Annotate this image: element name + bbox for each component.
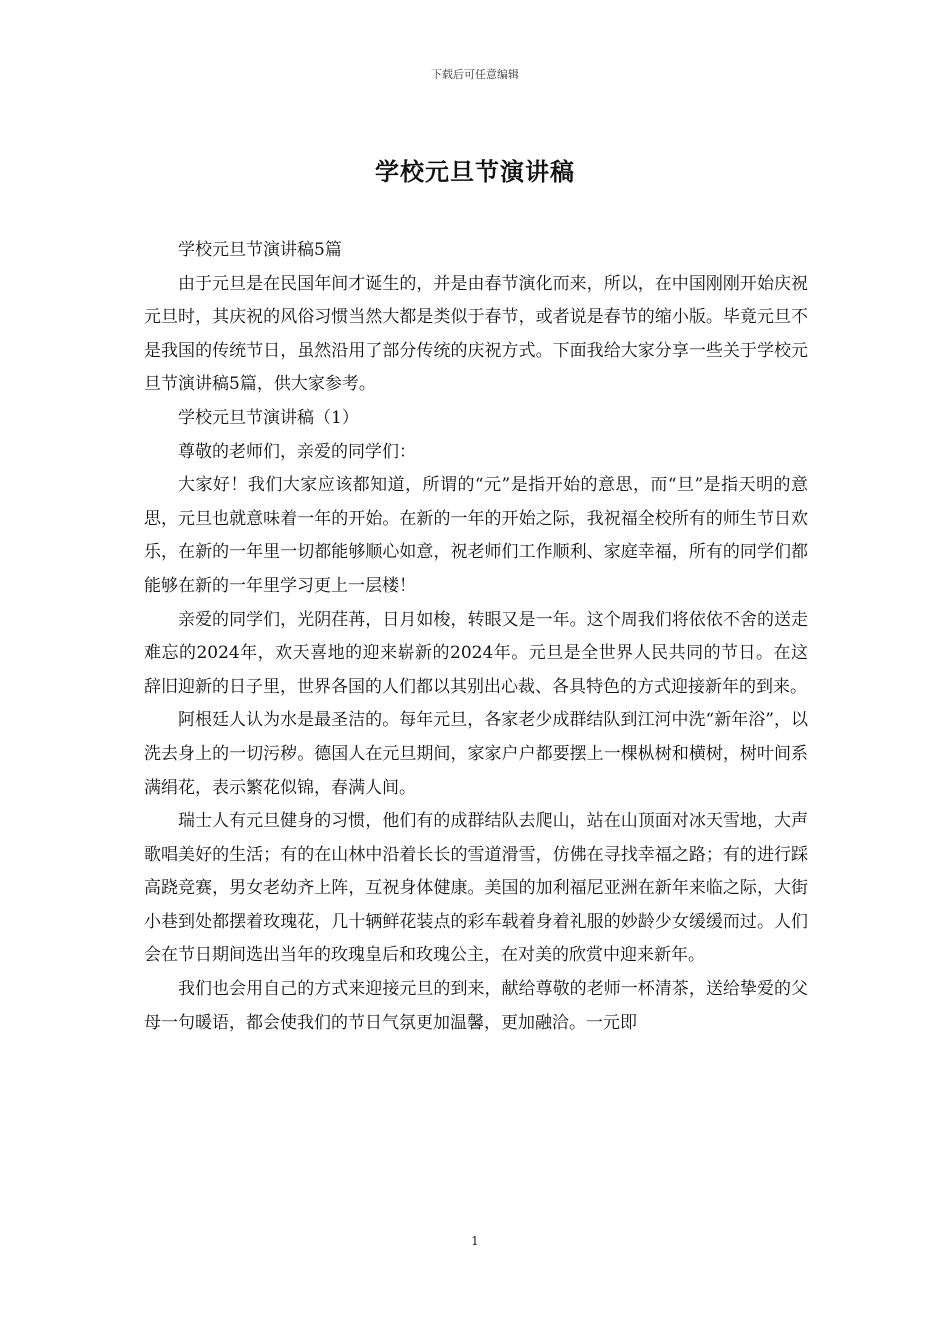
paragraph: 阿根廷人认为水是最圣洁的。每年元旦，各家老少成群结队到江河中洗“新年浴”，以洗去身上的一切污秽。德国人在元旦期间，家家户户都要摆上一棵枞树和横树，树叶间系满绢花，表示繁花似锦，春满人间。: [144, 710, 808, 798]
paragraph-subtitle: 学校元旦节演讲稿5篇: [178, 240, 342, 260]
paragraph-section-heading: 学校元旦节演讲稿（1）: [178, 407, 359, 428]
document-title: 学校元旦节演讲稿: [375, 157, 575, 186]
paragraph: 瑞士人有元旦健身的习惯，他们有的成群结队去爬山，站在山顶面对冰天雪地，大声歌唱美好的生活；有的在山林中沿着长长的雪道滑雪，仿佛在寻找幸福之路；有的进行踩高跷竞赛，男女老幼齐上阵，互祝身体健康。美国的加利福尼亚洲在新年来临之际，大街小巷到处都摆着玫瑰花，几十辆鲜花装点的彩车载着身着礼服的妙龄少女缓缓而过。人们会在节日期间选出当年的玫瑰皇后和玫瑰公主，在对美的欣赏中迎来新年。: [144, 811, 808, 966]
header-note: 下载后可任意编辑: [431, 68, 519, 81]
paragraph: 我们也会用自己的方式来迎接元旦的到来，献给尊敬的老师一杯清茶，送给挚爱的父母一句暖语，都会使我们的节日气氛更加温馨，更加融洽。一元即: [144, 979, 808, 1033]
document-body: [144, 234, 808, 1040]
paragraph-salutation: 尊敬的老师们，亲爱的同学们：: [178, 441, 416, 462]
paragraph: 大家好！我们大家应该都知道，所谓的“元”是指开始的意思，而“旦”是指天明的意思，元旦也就意味着一年的开始。在新的一年的开始之际，我祝福全校所有的师生节日欢乐，在新的一年里一切都能够顺心如意，祝老师们工作顺利、家庭幸福，所有的同学们都能够在新的一年里学习更上一层楼！: [144, 475, 808, 596]
paragraph-intro: 由于元旦是在民国年间才诞生的，并是由春节演化而来，所以，在中国刚刚开始庆祝元旦时，其庆祝的风俗习惯当然大都是类似于春节，或者说是春节的缩小版。毕竟元旦不是我国的传统节日，虽然沿用了部分传统的庆祝方式。下面我给大家分享一些关于学校元旦节演讲稿5篇，供大家参考。: [144, 273, 808, 395]
paragraph: 亲爱的同学们，光阴荏苒，日月如梭，转眼又是一年。这个周我们将依依不舍的送走难忘的2024年，欢天喜地的迎来崭新的2024年。元旦是全世界人民共同的节日。在这辞旧迎新的日子里，世界各国的人们都以其别出心裁、各具特色的方式迎接新年的到来。: [144, 609, 808, 697]
page-number: 1: [471, 1234, 479, 1248]
